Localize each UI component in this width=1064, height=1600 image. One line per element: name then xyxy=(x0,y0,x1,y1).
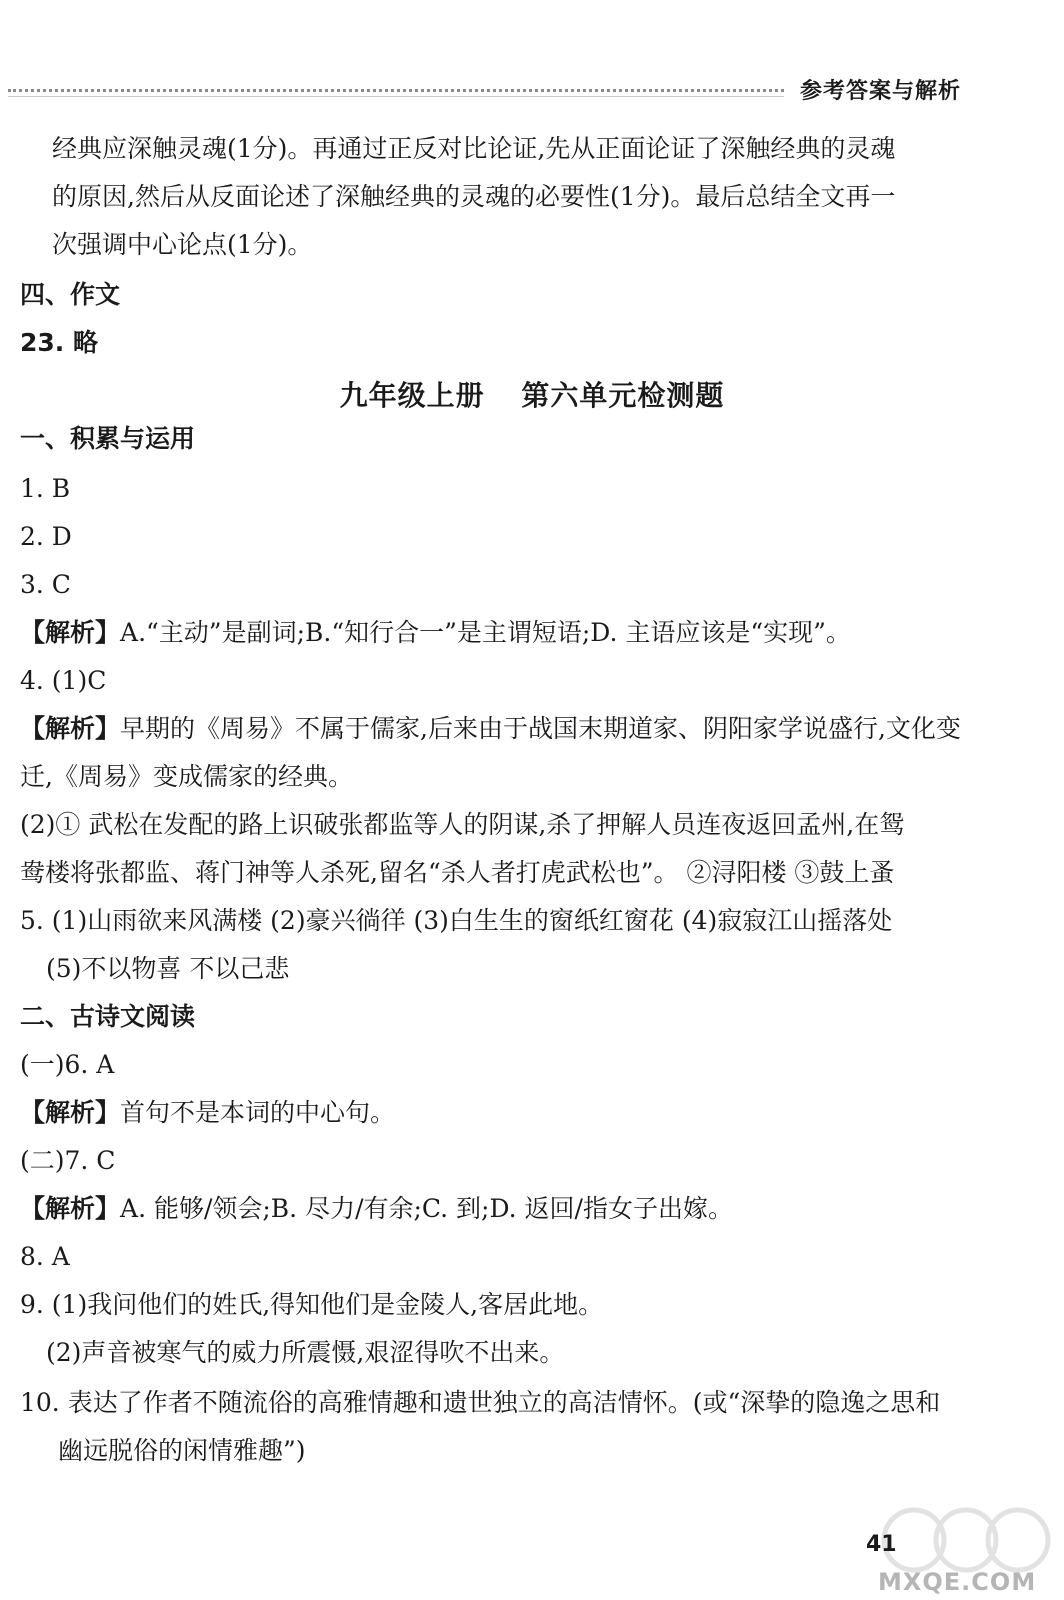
answer-2: 2. D xyxy=(20,522,72,551)
paragraph-line: 次强调中心论点(1分)。 xyxy=(52,230,313,259)
analysis-tag: 【解析】 xyxy=(20,1194,121,1223)
analysis-tag: 【解析】 xyxy=(20,714,121,743)
answer-10-line2: 幽远脱俗的闲情雅趣”) xyxy=(58,1436,306,1465)
analysis-text: 首句不是本词的中心句。 xyxy=(120,1098,396,1127)
answer-4-2-line1: (2)① 武松在发配的路上识破张都监等人的阴谋,杀了押解人员连夜返回孟州,在鸳 xyxy=(20,810,905,839)
analysis-text: A. 能够/领会;B. 尽力/有余;C. 到;D. 返回/指女子出嫁。 xyxy=(120,1194,733,1223)
analysis-text: A.“主动”是副词;B.“知行合一”是主谓短语;D. 主语应该是“实现”。 xyxy=(120,618,851,647)
analysis-7 xyxy=(20,1196,733,1221)
analysis-4-line2: 迁,《周易》变成儒家的经典。 xyxy=(20,762,353,791)
answer-9-1: 9. (1)我问他们的姓氏,得知他们是金陵人,客居此地。 xyxy=(20,1290,604,1319)
answer-4-1: 4. (1)C xyxy=(20,666,107,695)
answer-5-line2: (5)不以物喜 不以己悲 xyxy=(46,954,290,983)
analysis-6 xyxy=(20,1100,395,1125)
analysis-3 xyxy=(20,620,851,645)
analysis-tag: 【解析】 xyxy=(20,1098,121,1127)
paragraph-line: 的原因,然后从反面论述了深触经典的灵魂的必要性(1分)。最后总结全文再一 xyxy=(52,182,896,211)
page-section-title: 九年级上册 第六单元检测题 xyxy=(339,379,725,412)
section-heading-accumulation: 一、积累与运用 xyxy=(20,424,196,453)
answer-4-2-line2: 鸯楼将张都监、蒋门神等人杀死,留名“杀人者打虎武松也”。 ②浔阳楼 ③鼓上蚤 xyxy=(20,858,895,887)
answer-1: 1. B xyxy=(20,474,71,503)
header-rule-thin xyxy=(8,96,784,97)
header-rule xyxy=(8,89,784,92)
answer-6: (一)6. A xyxy=(20,1050,115,1079)
answer-8: 8. A xyxy=(20,1242,70,1271)
answer-10-line1: 10. 表达了作者不随流俗的高雅情趣和遗世独立的高洁情怀。(或“深挚的隐逸之思和 xyxy=(20,1388,941,1417)
analysis-4-line1 xyxy=(20,716,961,741)
answer-23: 23. 略 xyxy=(20,328,98,357)
answer-5-line1: 5. (1)山雨欲来风满楼 (2)豪兴徜徉 (3)白生生的窗纸红窗花 (4)寂寂江山摇落处 xyxy=(20,906,893,935)
section-heading-composition: 四、作文 xyxy=(20,280,121,309)
running-header-title: 参考答案与解析 xyxy=(800,79,962,104)
watermark-text: MXQE.COM xyxy=(878,1568,1037,1596)
paragraph-line: 经典应深触灵魂(1分)。再通过正反对比论证,先从正面论证了深触经典的灵魂 xyxy=(52,134,896,163)
answer-3: 3. C xyxy=(20,570,71,599)
analysis-tag: 【解析】 xyxy=(20,618,121,647)
page-number: 41 xyxy=(866,1532,897,1557)
answer-9-2: (2)声音被寒气的威力所震慑,艰涩得吹不出来。 xyxy=(46,1338,565,1367)
section-heading-ancient-poetry: 二、古诗文阅读 xyxy=(20,1002,196,1031)
analysis-text: 早期的《周易》不属于儒家,后来由于战国末期道家、阴阳家学说盛行,文化变 xyxy=(120,714,961,743)
answer-7: (二)7. C xyxy=(20,1146,116,1175)
